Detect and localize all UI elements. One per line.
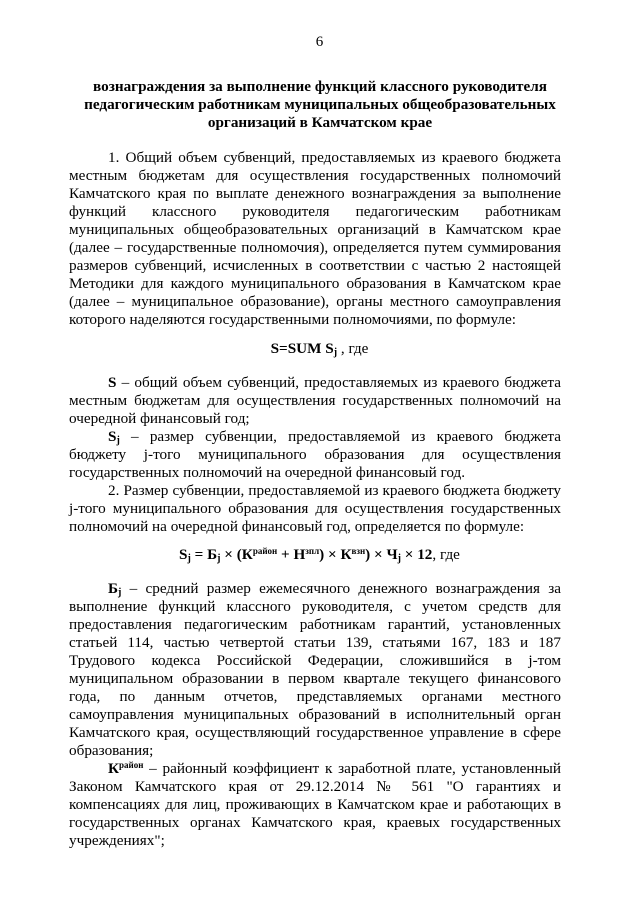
paragraph-2: 2. Размер субвенции, предоставляемой из краевого бюджета бюджету j-того муниципального образования для осуществления государственных полномочий на очередной финансовый год, определяется по формуле: — [69, 482, 561, 535]
formula2-s-sub: j — [187, 553, 191, 564]
definition-Sj-text: – размер субвенции, предоставляемой из краевого бюджета бюджету j-того муниципального образования для осуществления государственных полномочий на очередной финансовый год. — [69, 428, 561, 481]
definition-Bj-term: Б — [108, 580, 119, 597]
formula2-times1: × ( — [220, 546, 242, 563]
section-title: вознаграждения за выполнение функций классного руководителя педагогическим работникам муниципальных общеобразовательных организаций в Камчатском крае — [84, 78, 556, 131]
definitions-block-1 — [69, 374, 561, 536]
definition-Sj-sub: j — [116, 435, 120, 446]
paragraph-1 — [69, 149, 561, 329]
formula2-times3: ) × — [365, 546, 387, 563]
formula-subvention-size — [0, 546, 639, 564]
formula2-times2: ) × — [319, 546, 341, 563]
definition-Bj-sub: j — [118, 587, 122, 598]
definition-Sj-term: S — [108, 428, 117, 445]
definition-S — [69, 374, 561, 428]
formula2-ch: Ч — [386, 546, 398, 563]
formula2-b: Б — [207, 546, 218, 563]
definition-Bj — [69, 580, 561, 760]
formula2-k: К — [241, 546, 253, 563]
formula2-ch-sub: j — [397, 553, 401, 564]
formula2-n: Н — [293, 546, 306, 563]
formula2-s: S — [179, 546, 188, 563]
paragraph-1-text: 1. Общий объем субвенций, предоставляемых из краевого бюджета местным бюджетам для осуществления государственных полномочий Камчатского края по выплате денежного вознаграждения за выполнение функций классного руководителя педагогическим работникам муниципальных общеобразовательных организаций в Камчатском крае (далее – государственные полномочия), определяется путем суммирования размеров субвенций, исчисленных в соответствии с частью 2 настоящей Методики для каждого муниципального образования в Камчатском крае (далее – муниципальное образование), органы местного самоуправления которого наделяются государственными полномочиями, по формуле: — [69, 149, 561, 328]
formula1-sub: j — [333, 347, 338, 358]
definition-Sj — [69, 428, 561, 482]
formula2-plus: + — [277, 546, 294, 563]
definition-S-term: S — [108, 374, 117, 391]
formula2-n-sup: зпл — [305, 546, 320, 556]
formula1-tail: , где — [337, 340, 369, 357]
definition-K-sup: район — [119, 760, 144, 770]
definitions-block-2 — [69, 580, 561, 850]
page-number: 6 — [315, 34, 324, 50]
definition-K — [69, 760, 561, 850]
formula-total-subvention — [0, 340, 639, 358]
formula2-times4: × 12 — [400, 546, 433, 563]
definition-K-term: К — [108, 760, 120, 777]
formula2-k2-sup: взн — [351, 546, 366, 556]
formula2-k-sup: район — [252, 546, 278, 556]
definition-K-text: – районный коэффициент к заработной плате, установленный Законом Камчатского края от 29.12.2014 № 561 "О гарантиях и компенсациях для лиц, проживающих в Камчатском крае и работающих в государственных органах Камчатского края, краевых государственных учреждениях"; — [69, 760, 561, 849]
formula1-main: S=SUM S — [270, 340, 334, 357]
formula2-tail: , где — [432, 546, 460, 563]
formula2-k2: К — [340, 546, 352, 563]
definition-S-text: – общий объем субвенций, предоставляемых из краевого бюджета местным бюджетам для осуществления государственных полномочий на очередной финансовый год; — [69, 374, 561, 427]
definition-Bj-text: – средний размер ежемесячного денежного вознаграждения за выполнение функций классного руководителя, с учетом средств для предоставления педагогическим работникам гарантий, установленных статьей 114, частью четвертой статьи 139, статьями 167, 183 и 187 Трудового кодекса Российской Федерации, сложившийся в j-том муниципальном образовании в первом квартале текущего финансового года, по данным отчетов, представляемых органами местного самоуправления муниципальных образований в исполнительный орган Камчатского края, осуществляющий государственное управление в сфере образования; — [69, 580, 561, 759]
formula2-eq: = — [190, 546, 208, 563]
formula2-b-sub: j — [217, 553, 221, 564]
